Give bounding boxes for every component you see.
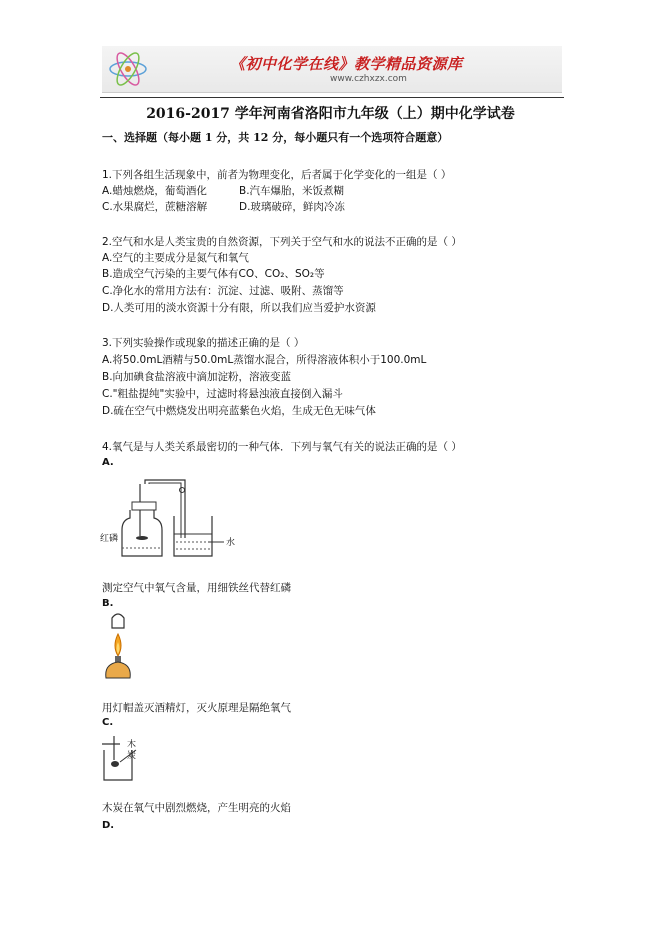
charcoal-in-oxygen-figure	[100, 736, 148, 782]
header-divider	[100, 97, 564, 98]
question-2-option-b: B.造成空气污染的主要气体有CO、CO₂、SO₂等	[102, 268, 325, 280]
page-title: 2016-2017 学年河南省洛阳市九年级（上）期中化学试卷	[146, 106, 515, 122]
question-2-option-a: A.空气的主要成分是氮气和氧气	[102, 252, 249, 264]
alcohol-lamp-figure	[100, 612, 136, 680]
question-4-stem: 4.氧气是与人类关系最密切的一种气体．下列与氧气有关的说法正确的是（ ）	[102, 441, 462, 453]
question-2-stem: 2.空气和水是人类宝贵的自然资源，下列关于空气和水的说法不正确的是（ ）	[102, 236, 462, 248]
question-2-option-d: D.人类可用的淡水资源十分有限，所以我们应当爱护水资源	[102, 302, 376, 314]
question-3-option-c: C."粗盐提纯"实验中，过滤时将悬浊液直接倒入漏斗	[102, 388, 343, 400]
question-3-option-a: A.将50.0mL酒精与50.0mL蒸馏水混合，所得溶液体积小于100.0mL	[102, 354, 427, 366]
question-4-option-b-text: 用灯帽盖灭酒精灯，灭火原理是隔绝氧气	[102, 702, 291, 714]
question-4-option-b-label: B.	[102, 598, 114, 609]
question-4-option-d-label: D.	[102, 820, 115, 831]
question-1-option-d: D.玻璃破碎，鲜肉冷冻	[239, 201, 345, 213]
header-banner	[102, 46, 562, 93]
question-3-option-d: D.硫在空气中燃烧发出明亮蓝紫色火焰，生成无色无味气体	[102, 405, 376, 417]
question-4-option-a-text: 测定空气中氧气含量，用细铁丝代替红磷	[102, 582, 291, 594]
banner-title: 《初中化学在线》教学精品资源库	[230, 55, 463, 73]
question-4-option-c-text: 木炭在氧气中剧烈燃烧，产生明亮的火焰	[102, 802, 291, 814]
question-1-option-c: C.水果腐烂，蔗糖溶解	[102, 201, 208, 213]
question-3-option-b: B.向加碘食盐溶液中滴加淀粉，溶液变蓝	[102, 371, 292, 383]
question-1-stem: 1.下列各组生活现象中，前者为物理变化，后者属于化学变化的一组是（ ）	[102, 169, 452, 181]
question-3-stem: 3.下列实验操作或现象的描述正确的是（ ）	[102, 337, 305, 349]
question-4-option-a-label: A.	[102, 457, 114, 468]
figure-a-label-red-phosphorus: 红磷	[100, 534, 119, 544]
figure-c-label-charcoal: 木炭	[127, 740, 137, 761]
question-4-option-c-label: C.	[102, 717, 114, 728]
figure-a-label-water: 水	[226, 538, 236, 548]
question-1-option-b: B.汽车爆胎，米饭煮糊	[239, 185, 345, 197]
question-2-option-c: C.净化水的常用方法有：沉淀、过滤、吸附、蒸馏等	[102, 285, 344, 297]
banner-url: www.czhxzx.com	[330, 74, 407, 84]
section-heading: 一、选择题（每小题 1 分，共 12 分，每小题只有一个选项符合题意）	[102, 131, 449, 144]
atom-logo-icon	[106, 48, 150, 90]
question-1-option-a: A.蜡烛燃烧，葡萄酒化	[102, 185, 207, 197]
